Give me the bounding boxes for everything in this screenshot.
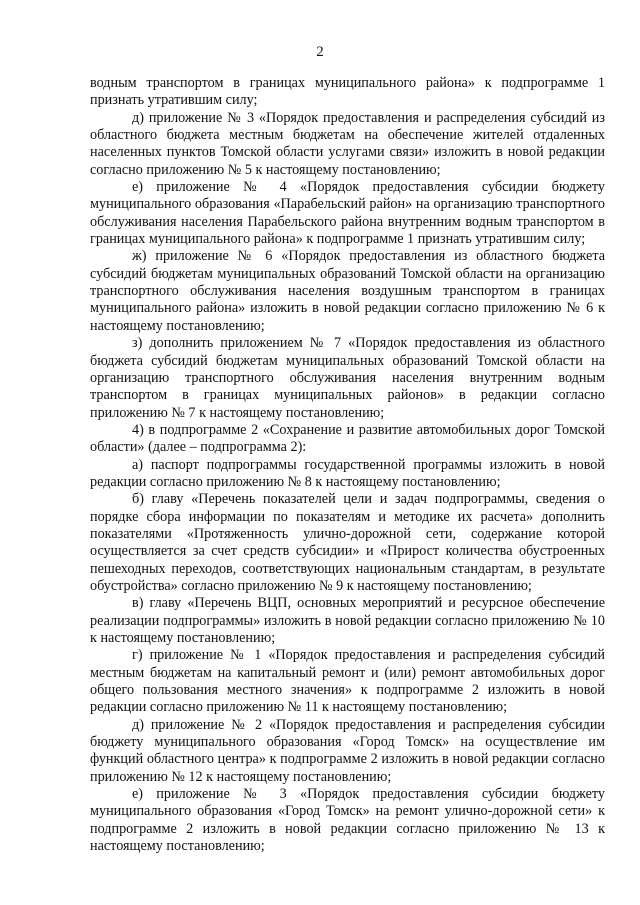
paragraph-5: 4) в подпрограмме 2 «Сохранение и развитие автомобильных дорог Томской области» (далее – подпрограмма 2): xyxy=(90,421,605,456)
page-number: 2 xyxy=(316,44,324,60)
paragraph-3: ж) приложение № 6 «Порядок предоставления из областного бюджета субсидий бюджетам муниципальных образований Томской области на организацию транспортного обслуживания населения воздушным транспортом в границах муниципального района» изложить в новой редакции согласно приложению № 6 к настоящему постановлению; xyxy=(90,248,605,334)
paragraph-2: е) приложение № 4 «Порядок предоставления субсидии бюджету муниципального образования «Парабельский район» на организацию транспортного обслуживания населения Парабельского района внутренним водным транспортом в границах муниципального района» к подпрограмме 1 признать утратившим силу; xyxy=(90,179,605,248)
paragraph-9: г) приложение № 1 «Порядок предоставления и распределения субсидий местным бюджетам на капитальный ремонт и (или) ремонт автомобильных дорог общего пользования местного значения» к подпрограмме 2 изложить в новой редакции согласно приложению № 11 к настоящему постановлению; xyxy=(90,647,605,716)
paragraph-10: д) приложение № 2 «Порядок предоставления и распределения субсидии бюджету муниципального образования «Город Томск» на осуществление им функций областного центра» к подпрограмме 2 изложить в новой редакции согласно приложению № 12 к настоящему постановлению; xyxy=(90,716,605,785)
paragraph-0: водным транспортом в границах муниципального района» к подпрограмме 1 признать утратившим силу; xyxy=(90,75,605,109)
paragraph-11: е) приложение № 3 «Порядок предоставления субсидии бюджету муниципального образования «Город Томск» на ремонт улично-дорожной сети» к подпрограмме 2 изложить в новой редакции согласно приложению № 13 к настоящему постановлению; xyxy=(90,786,605,855)
paragraph-4: з) дополнить приложением № 7 «Порядок предоставления из областного бюджета субсидий бюджетам муниципальных образований Томской области на организацию транспортного обслуживания населения внутренним водным транспортом в границах муниципальных районов» в редакции согласно приложению № 7 к настоящему постановлению; xyxy=(90,335,605,421)
paragraph-7: б) главу «Перечень показателей цели и задач подпрограммы, сведения о порядке сбора информации по показателям и методике их расчета» дополнить показателями «Протяженность улично-дорожной сети, содержание которой осуществляется за счет средств субсидии» и «Прирост количества обустроенных пешеходных переходов, соответствующих национальным стандартам, в результате обустройства» согласно приложению № 9 к настоящему постановлению; xyxy=(90,491,605,594)
document-body xyxy=(90,75,605,855)
paragraph-1: д) приложение № 3 «Порядок предоставления и распределения субсидий из областного бюджета местным бюджетам на обеспечение жителей отдаленных населенных пунктов Томской области услугами связи» изложить в новой редакции согласно приложению № 5 к настоящему постановлению; xyxy=(90,109,605,178)
paragraph-6: а) паспорт подпрограммы государственной программы изложить в новой редакции согласно приложению № 8 к настоящему постановлению; xyxy=(90,456,605,490)
paragraph-8: в) главу «Перечень ВЦП, основных мероприятий и ресурсное обеспечение реализации подпрограммы» изложить в новой редакции согласно приложению № 10 к настоящему постановлению; xyxy=(90,595,605,646)
